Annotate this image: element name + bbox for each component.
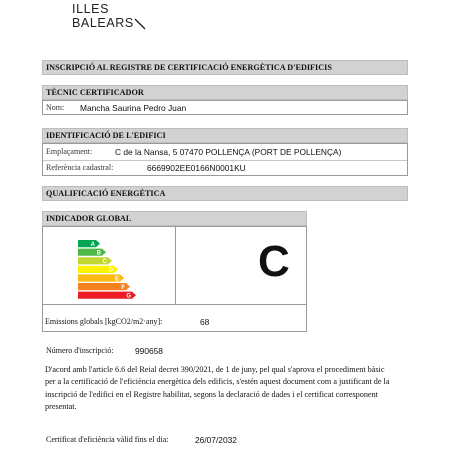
logo-slash-icon	[134, 18, 146, 30]
rating-letter-g: G	[126, 293, 131, 300]
indicador-divider-vertical	[175, 226, 176, 304]
illes-balears-logo	[72, 2, 146, 30]
edifici-box	[42, 143, 408, 176]
energy-rating-scale	[78, 240, 138, 302]
logo-line-1: ILLES	[72, 2, 110, 16]
tecnic-box	[42, 100, 408, 115]
location-value: C de la Nansa, 5 07470 POLLENÇA (PORT DE POLLENÇA)	[115, 147, 342, 157]
validity-date: 26/07/2032	[195, 435, 237, 445]
rating-letter-b: B	[96, 250, 101, 257]
tecnic-heading: TÈCNIC CERTIFICADOR	[42, 85, 408, 100]
name-value: Mancha Saurina Pedro Juan	[80, 103, 187, 113]
rating-bar-a	[78, 240, 100, 247]
rating-letter-f: F	[121, 284, 125, 291]
edifici-heading: IDENTIFICACIÓ DE L'EDIFICI	[42, 128, 408, 143]
registration-number-label: Número d'inscripció:	[46, 346, 114, 355]
indicador-heading: INDICADOR GLOBAL	[42, 211, 307, 226]
rating-letter-d: D	[108, 267, 113, 274]
emissions-value: 68	[200, 317, 210, 327]
qualificacio-heading: QUALIFICACIÓ ENERGÈTICA	[42, 186, 408, 201]
emissions-label: Emissions globals [kgCO2/m2·any]:	[45, 317, 163, 326]
legal-paragraph: D'acord amb l'article 6.6 del Reial decret 390/2021, de 1 de juny, pel qual s'aprova el procediment bàsic per a la certificació de l'eficiència energètica dels edificis, s'estén aquest document com a justificant de la inscripció de l'edifici en el Registre habilitat, segons la declaració de dades i el certificat corresponent presentat.	[45, 365, 390, 411]
validity-label: Certificat d'eficiència vàlid fins el dia:	[46, 435, 169, 444]
energy-grade-letter: C	[258, 237, 290, 286]
cadastral-value: 6669902EE0166N0001KU	[147, 163, 246, 173]
document-title: INSCRIPCIÓ AL REGISTRE DE CERTIFICACIÓ ENERGÈTICA D'EDIFICIS	[42, 60, 408, 75]
name-label: Nom:	[46, 103, 65, 112]
row-divider	[43, 160, 407, 161]
indicador-divider-horizontal	[42, 304, 307, 305]
rating-letter-e: E	[114, 276, 119, 283]
registration-number-value: 990658	[135, 346, 163, 356]
rating-bar-b	[78, 249, 106, 256]
rating-letter-a: A	[90, 241, 95, 248]
rating-letter-c: C	[102, 259, 107, 266]
logo-line-2: BALEARS	[72, 16, 134, 30]
cadastral-label: Referència cadastral:	[46, 163, 114, 172]
location-label: Emplaçament:	[46, 147, 93, 156]
